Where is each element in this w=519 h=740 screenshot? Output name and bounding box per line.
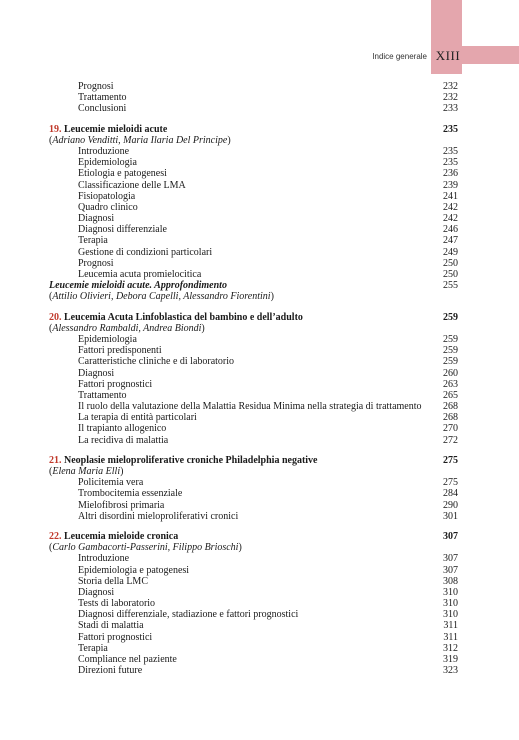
entry-title: Epidemiologia e patogenesi: [78, 564, 190, 576]
entry-title: Stadi di malattia: [78, 620, 144, 632]
entry-title: Diagnosi: [78, 586, 115, 598]
entry-title: Trattamento: [78, 92, 127, 104]
running-header-label: Indice generale: [372, 52, 427, 61]
page-number: 319: [443, 654, 458, 665]
toc-entry[interactable]: [49, 598, 458, 609]
entry-title: Terapia: [78, 235, 108, 247]
toc-entry[interactable]: [49, 488, 458, 499]
toc-entry[interactable]: [49, 401, 458, 412]
entry-title: Fattori predisponenti: [78, 345, 162, 357]
entry-title: Diagnosi differenziale, stadiazione e fattori prognostici: [78, 609, 299, 621]
entry-title: Compliance nel paziente: [78, 654, 177, 665]
entry-title: (Carlo Gambacorti-Passerini, Filippo Brioschi): [49, 542, 242, 554]
entry-title: Terapia: [78, 642, 108, 654]
page-number: 311: [443, 620, 458, 632]
toc-entry[interactable]: [49, 390, 458, 401]
toc-entry[interactable]: [49, 412, 458, 423]
entry-title: Il trapianto allogenico: [78, 423, 167, 435]
entry-title: Introduzione: [78, 553, 130, 565]
toc-entry[interactable]: [49, 665, 458, 676]
page-number: 310: [443, 586, 458, 598]
entry-title: (Alessandro Rambaldi, Andrea Biondi): [49, 322, 205, 334]
toc-entry[interactable]: [49, 477, 458, 488]
page-number: 246: [443, 224, 458, 236]
toc-entry[interactable]: [49, 334, 458, 345]
entry-title: Diagnosi: [78, 213, 115, 225]
entry-title: Policitemia vera: [78, 477, 144, 489]
toc-entry[interactable]: [49, 435, 458, 446]
chapter-number: 22.: [49, 530, 62, 542]
entry-title: Trattamento: [78, 389, 127, 401]
entry-title: Diagnosi: [78, 367, 115, 379]
page-number: 242: [443, 213, 458, 225]
chapter-entry[interactable]: [49, 531, 458, 542]
chapter-number: 21.: [49, 454, 62, 466]
entry-title: Conclusioni: [78, 103, 127, 115]
paren-close: ): [201, 322, 205, 334]
toc-entry[interactable]: [49, 81, 458, 92]
entry-title: Altri disordini mieloproliferativi cronici: [78, 510, 239, 522]
page-number-roman: XIII: [435, 48, 461, 63]
page-number: 290: [443, 499, 458, 511]
paren-close: ): [270, 291, 274, 303]
entry-title: Direzioni future: [78, 665, 143, 677]
toc-entry[interactable]: [49, 511, 458, 522]
entry-title: (Attilio Olivieri, Debora Capelli, Alessandro Fiorentini): [49, 291, 274, 303]
entry-title: Fattori prognostici: [78, 378, 153, 390]
page-number: 311: [443, 631, 458, 643]
toc-entry[interactable]: [49, 565, 458, 576]
entry-title: Diagnosi differenziale: [78, 224, 167, 236]
page-number: 259: [443, 333, 458, 345]
page-number: 284: [443, 488, 458, 500]
entry-title: Fisiopatologia: [78, 190, 136, 202]
entry-title: Epidemiologia: [78, 157, 137, 169]
page-number: 268: [443, 412, 458, 424]
entry-title: (Elena Maria Elli): [49, 466, 124, 477]
toc-entry[interactable]: [49, 168, 458, 179]
entry-title: Leucemia acuta promielocitica: [78, 269, 202, 280]
entry-title: Etiologia e patogenesi: [78, 168, 167, 180]
toc-entry[interactable]: [49, 379, 458, 390]
chapter-entry[interactable]: [49, 312, 458, 323]
paren-close: ): [227, 134, 231, 146]
page-number: 301: [443, 510, 458, 522]
toc-entry[interactable]: [49, 191, 458, 202]
entry-title: 21. Neoplasie mieloproliferative croniche Philadelphia negative: [49, 454, 318, 466]
paren-open: (: [49, 322, 53, 334]
paren-open: (: [49, 134, 53, 146]
page-number: 312: [443, 642, 458, 654]
toc-entry[interactable]: [49, 609, 458, 620]
author-line[interactable]: [49, 135, 458, 146]
entry-title: Prognosi: [78, 257, 114, 269]
toc-entry[interactable]: [49, 224, 458, 235]
toc-entry[interactable]: [49, 553, 458, 564]
entry-title: 19. Leucemie mieloidi acute: [49, 123, 168, 135]
toc-entry[interactable]: [49, 500, 458, 511]
toc-entry[interactable]: [49, 643, 458, 654]
page-number: 232: [443, 81, 458, 92]
entry-title: Caratteristiche cliniche e di laboratorio: [78, 356, 235, 368]
entry-title: Mielofibrosi primaria: [78, 499, 165, 511]
entry-title: Tests di laboratorio: [78, 598, 156, 610]
page-number: 249: [443, 246, 458, 258]
page-number: 242: [443, 201, 458, 213]
entry-title: Storia della LMC: [78, 575, 148, 587]
page-number: 235: [443, 145, 458, 157]
toc-entry[interactable]: [49, 587, 458, 598]
page-number: 270: [443, 423, 458, 435]
entry-title: Quadro clinico: [78, 201, 138, 213]
chapter-entry[interactable]: [49, 124, 458, 135]
page-number: 272: [443, 434, 458, 446]
page-number: 241: [443, 190, 458, 202]
page-number: 310: [443, 598, 458, 610]
page-number: 307: [443, 553, 458, 565]
toc-entry[interactable]: [49, 654, 458, 665]
page-number: 263: [443, 378, 458, 390]
toc-entry[interactable]: [49, 368, 458, 379]
page-number: 275: [443, 477, 458, 489]
paren-open: (: [49, 542, 53, 554]
page-number: 232: [443, 92, 458, 104]
chapter-number: 19.: [49, 123, 62, 135]
entry-title: (Adriano Venditti, Maria Ilaria Del Principe): [49, 134, 231, 146]
toc-entry[interactable]: [49, 356, 458, 367]
entry-title: 20. Leucemia Acuta Linfoblastica del bambino e dell’adulto: [49, 311, 303, 323]
author-line[interactable]: [49, 542, 458, 553]
chapter-number: 20.: [49, 311, 62, 323]
page-number: 307: [443, 564, 458, 576]
entry-title: Epidemiologia: [78, 333, 137, 345]
page-number: 259: [443, 345, 458, 357]
entry-title: Fattori prognostici: [78, 631, 153, 643]
page-number: 260: [443, 367, 458, 379]
toc-entry[interactable]: [49, 92, 458, 103]
page-number: 250: [443, 269, 458, 280]
toc-entry[interactable]: [49, 146, 458, 157]
page-number: 268: [443, 401, 458, 413]
entry-title: La recidiva di malattia: [78, 434, 169, 446]
entry-title: Gestione di condizioni particolari: [78, 246, 213, 258]
toc-entry[interactable]: [49, 103, 458, 114]
chapter-entry[interactable]: [49, 455, 458, 466]
page-number: 255: [443, 280, 458, 292]
entry-title: La terapia di entità particolari: [78, 412, 197, 424]
entry-title: Il ruolo della valutazione della Malattia Residua Minima nella strategia di trattamento: [78, 401, 422, 413]
toc-entry[interactable]: [49, 576, 458, 587]
toc-entry[interactable]: [49, 269, 458, 280]
toc-entry[interactable]: [49, 213, 458, 224]
author-line[interactable]: [49, 323, 458, 334]
entry-title: Trombocitemia essenziale: [78, 488, 183, 500]
toc-entry[interactable]: [49, 632, 458, 643]
page-number: 247: [443, 235, 458, 247]
page-number: 307: [443, 530, 458, 542]
paren-close: ): [238, 542, 242, 554]
table-of-contents: [49, 81, 458, 676]
entry-title: Classificazione delle LMA: [78, 179, 186, 191]
toc-entry[interactable]: [49, 157, 458, 168]
page-number: 239: [443, 179, 458, 191]
toc-entry[interactable]: [49, 280, 458, 291]
toc-entry[interactable]: [49, 345, 458, 356]
page-number: 308: [443, 575, 458, 587]
entry-title: Prognosi: [78, 81, 114, 92]
page-number: 275: [443, 454, 458, 466]
page-number: 259: [443, 311, 458, 323]
page-number: 310: [443, 609, 458, 621]
page-number: 323: [443, 665, 458, 677]
page-number: 259: [443, 356, 458, 368]
toc-entry[interactable]: [49, 180, 458, 191]
toc-entry[interactable]: [49, 620, 458, 631]
author-line[interactable]: [49, 466, 458, 477]
author-line[interactable]: [49, 291, 458, 302]
toc-entry[interactable]: [49, 423, 458, 434]
paren-open: (: [49, 291, 53, 303]
toc-entry[interactable]: [49, 258, 458, 269]
entry-title: Leucemie mieloidi acute. Approfondimento: [49, 280, 227, 292]
page-number: 235: [443, 157, 458, 169]
entry-title: 22. Leucemia mieloide cronica: [49, 530, 179, 542]
paren-close: ): [120, 466, 124, 477]
toc-entry[interactable]: [49, 235, 458, 246]
page-number: 233: [443, 103, 458, 115]
page-number: 236: [443, 168, 458, 180]
entry-title: Introduzione: [78, 145, 130, 157]
toc-entry[interactable]: [49, 202, 458, 213]
page-number: 250: [443, 257, 458, 269]
page-number: 235: [443, 123, 458, 135]
toc-entry[interactable]: [49, 247, 458, 258]
page-number: 265: [443, 389, 458, 401]
paren-open: (: [49, 466, 53, 477]
